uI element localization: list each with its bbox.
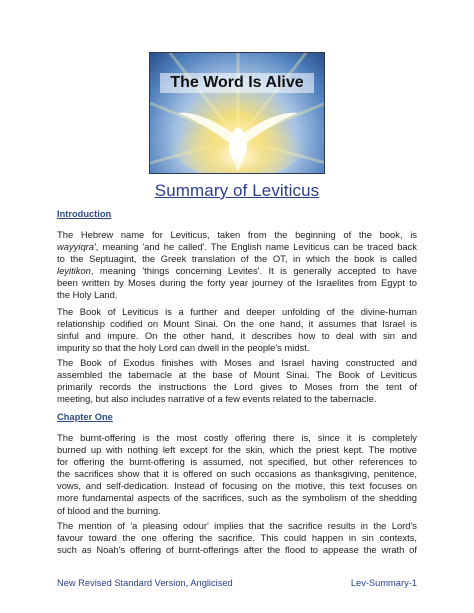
text-line: The Book of Leviticus is a further and deeper unfolding of the divine-human bbox=[57, 306, 417, 317]
text-line: burned up with nothing left except for the skin, which the priest kept. The motive bbox=[57, 444, 417, 456]
text-line: sinful and impure. On the other hand, it describes how to deal with sin and bbox=[57, 330, 417, 342]
text-line: to the Septuagint, the Greek translation of the OT, in which the book is called bbox=[57, 253, 417, 265]
text-line: vows, and self-dedication. Instead of focusing on the motive, this text focuses on bbox=[57, 480, 417, 492]
heading-introduction: Introduction bbox=[57, 209, 112, 219]
hebrew-term: wayyiqra' bbox=[57, 241, 96, 253]
footer-page-id: Lev-Summary-1 bbox=[350, 578, 417, 588]
text-line: assembled the tabernacle at the base of Mount Sinai. The Book of Leviticus bbox=[57, 369, 417, 381]
greek-term: leyitikon bbox=[57, 265, 91, 277]
text-line: impurity so that the holy Lord can dwell in the people's midst. bbox=[57, 342, 310, 354]
text-line: The burnt-offering is the most costly offering there is, since it is completely bbox=[57, 432, 417, 443]
dove-icon bbox=[150, 53, 325, 174]
banner-title: The Word Is Alive bbox=[160, 73, 314, 93]
banner-image bbox=[149, 52, 325, 174]
text-line: such as Noah's offering of burnt-offerings after the flood to appease the wrath of bbox=[57, 544, 417, 556]
text-line: favour toward the one offering the sacrifice. This could happen in sin contexts, bbox=[57, 532, 417, 544]
text-line: of blood and the burning. bbox=[57, 504, 161, 516]
intro-paragraph-2 bbox=[57, 306, 417, 354]
text-line: The mention of 'a pleasing odour' implies that the sacrifice results in the Lord's bbox=[57, 520, 417, 531]
intro-paragraph-3 bbox=[57, 357, 417, 405]
heading-chapter-one: Chapter One bbox=[57, 412, 113, 422]
text-line: primarily records the instructions the Lord gives to Moses from the tent of bbox=[57, 381, 417, 393]
text-line bbox=[57, 241, 417, 253]
text-line: the sacrifices show that it is offered on such occasions as thanksgiving, penitence, bbox=[57, 468, 417, 480]
text-span: , meaning 'and he called'. The English name Leviticus can be traced back bbox=[95, 241, 417, 253]
text-line: for offering the burnt-offering is assumed, not specified, but other references to bbox=[57, 456, 417, 468]
text-line: the Holy Land. bbox=[57, 289, 118, 301]
text-line: been written by Moses during the forty year journey of the Israelites from Egypt to bbox=[57, 277, 417, 289]
footer-version: New Revised Standard Version, Anglicised bbox=[57, 578, 233, 588]
document-title: Summary of Leviticus bbox=[154, 181, 320, 200]
text-line: The Hebrew name for Leviticus, taken from the beginning of the book, is bbox=[57, 229, 417, 240]
text-line: relationship codified on Mount Sinai. On the one hand, it assumes that Israel is bbox=[57, 318, 417, 330]
text-line: more fundamental aspects of the sacrifices, such as the symbolism of the shedding bbox=[57, 492, 417, 504]
intro-paragraph-1 bbox=[57, 229, 417, 302]
text-line: meeting, but also includes narrative of a few events related to the tabernacle. bbox=[57, 393, 377, 405]
text-line bbox=[57, 265, 417, 277]
text-line: The Book of Exodus finishes with Moses and Israel having constructed and bbox=[57, 357, 417, 368]
chapter-one-paragraph-1 bbox=[57, 432, 417, 517]
chapter-one-paragraph-2 bbox=[57, 520, 417, 556]
text-span: , meaning 'things concerning Levites'. It is generally accepted to have bbox=[90, 265, 417, 277]
